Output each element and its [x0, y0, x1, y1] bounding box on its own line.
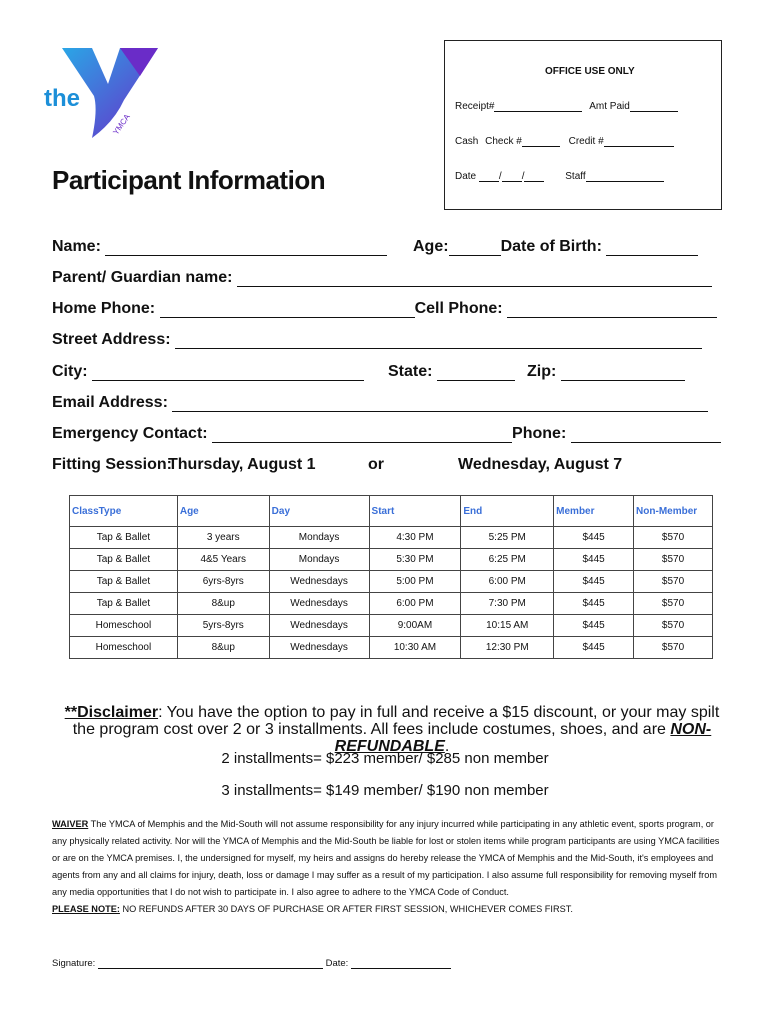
cell: $570 — [634, 549, 713, 571]
office-date-label: Date — [455, 171, 477, 182]
city-row — [52, 363, 364, 381]
emergency-row — [52, 425, 721, 443]
dob-label: Date of Birth: — [500, 238, 602, 255]
cell: Tap & Ballet — [70, 549, 178, 571]
cell: Wednesdays — [269, 571, 369, 593]
cell: $570 — [634, 571, 713, 593]
please-note-label: PLEASE NOTE: — [52, 904, 120, 914]
header-age: Age — [177, 496, 269, 527]
cell: 3 years — [177, 527, 269, 549]
cell: $445 — [554, 615, 634, 637]
office-use-box — [444, 40, 722, 210]
table-row — [70, 527, 713, 549]
cell: $445 — [554, 571, 634, 593]
zip-row — [527, 363, 685, 381]
disclaimer-end: . — [444, 738, 450, 755]
cell: $445 — [554, 593, 634, 615]
fitting-option-2: Wednesday, August 7 — [458, 456, 623, 473]
cell: 10:30 AM — [369, 637, 461, 659]
signature-date-label: Date: — [325, 958, 349, 969]
cell: Mondays — [269, 527, 369, 549]
cell: 10:15 AM — [461, 615, 554, 637]
cell: $445 — [554, 549, 634, 571]
cell: $570 — [634, 593, 713, 615]
cell: 6yrs-8yrs — [177, 571, 269, 593]
header-end: End — [461, 496, 554, 527]
header-day: Day — [269, 496, 369, 527]
cell: $445 — [554, 527, 634, 549]
cell: Tap & Ballet — [70, 571, 178, 593]
street-row — [52, 331, 702, 349]
fitting-option-1: Thursday, August 1 — [168, 456, 316, 473]
header-classtype: ClassType — [70, 496, 178, 527]
receipt-label: Receipt# — [455, 101, 495, 112]
email-label: Email Address: — [52, 394, 168, 411]
cell: 6:00 PM — [369, 593, 461, 615]
cell-phone-label: Cell Phone: — [414, 300, 503, 317]
cell: 5:25 PM — [461, 527, 554, 549]
cell: 8&up — [177, 593, 269, 615]
dob-field[interactable] — [606, 241, 698, 256]
cell: Homeschool — [70, 637, 178, 659]
cell: 9:00AM — [369, 615, 461, 637]
city-field[interactable] — [92, 366, 364, 381]
email-row — [52, 394, 708, 412]
header-non-member: Non-Member — [634, 496, 713, 527]
signature-row — [52, 958, 451, 969]
fitting-label: Fitting Session: — [52, 456, 172, 473]
home-phone-field[interactable] — [160, 303, 415, 318]
check-label: Check # — [485, 136, 522, 147]
state-field[interactable] — [437, 366, 515, 381]
cell: Wednesdays — [269, 593, 369, 615]
cell-phone-field[interactable] — [507, 303, 717, 318]
amt-paid-label: Amt Paid — [589, 101, 630, 112]
page-title: Participant Information — [52, 165, 326, 195]
cell: Mondays — [269, 549, 369, 571]
street-field[interactable] — [175, 334, 702, 349]
disclaimer-text: : You have the option to pay in full and receive a $15 discount, or your may spilt the program cost over 2 or 3 installments. All fees include costumes, shoes, and are — [72, 704, 720, 738]
cell: 5yrs-8yrs — [177, 615, 269, 637]
table-row — [70, 571, 713, 593]
logo-ymca-text: YMCA — [111, 112, 132, 137]
parent-field[interactable] — [237, 272, 712, 287]
emergency-label: Emergency Contact: — [52, 425, 208, 442]
payment-row — [455, 136, 674, 147]
emergency-field[interactable] — [212, 428, 512, 443]
date-staff-row: Date / / Staff — [455, 171, 664, 182]
signature-date-field[interactable] — [351, 960, 451, 969]
cash-label: Cash — [455, 136, 479, 147]
non-refundable-text: NON-REFUNDABLE — [334, 721, 712, 755]
cell: 8&up — [177, 637, 269, 659]
phone-row — [52, 300, 717, 318]
cell: 5:00 PM — [369, 571, 461, 593]
three-installments: 3 installments= $149 member/ $190 non member — [221, 782, 549, 799]
cell: 4&5 Years — [177, 549, 269, 571]
home-phone-label: Home Phone: — [52, 300, 156, 317]
cell: 6:00 PM — [461, 571, 554, 593]
table-row — [70, 615, 713, 637]
age-field[interactable] — [449, 241, 501, 256]
zip-field[interactable] — [561, 366, 685, 381]
header-start: Start — [369, 496, 461, 527]
cell: Wednesdays — [269, 637, 369, 659]
table-row — [70, 593, 713, 615]
cell: Wednesdays — [269, 615, 369, 637]
credit-label: Credit # — [568, 136, 604, 147]
cell: $570 — [634, 527, 713, 549]
two-installments: 2 installments= $223 member/ $285 non member — [221, 750, 549, 767]
cell: 6:25 PM — [461, 549, 554, 571]
table-row — [70, 637, 713, 659]
logo-the-text: the — [44, 85, 80, 112]
cell: 5:30 PM — [369, 549, 461, 571]
cell: 7:30 PM — [461, 593, 554, 615]
name-label: Name: — [52, 238, 101, 255]
cell: Tap & Ballet — [70, 527, 178, 549]
age-label: Age: — [413, 238, 449, 255]
parent-label: Parent/ Guardian name: — [52, 269, 233, 286]
signature-label: Signature: — [52, 958, 96, 969]
age-dob-row — [413, 238, 698, 256]
parent-row — [52, 269, 712, 287]
waiver-body: The YMCA of Memphis and the Mid-South will not assume responsibility for any injury incurred while participating in any athletic event, sports program, or any physically related activity. Nor will the YMCA of Memphis and the Mid-South be liable for lost or stolen items while program participants are using YMCA facilities or are on the YMCA premises. I, the undersigned for myself, my heirs and assigns do hereby release the YMCA of Memphis and the Mid-South, it's employees and agents from any and all claims for injury, death, loss or damage I may suffer as a result of my participation. I also assume full responsibility for removing myself from any media opportunities that I do not wish to participate in. I also agree to adhere to the YMCA Code of Conduct. — [52, 819, 720, 897]
office-heading: OFFICE USE ONLY — [545, 66, 635, 77]
cell: $570 — [634, 637, 713, 659]
emergency-phone-field[interactable] — [571, 428, 721, 443]
city-label: City: — [52, 363, 88, 380]
receipt-row — [455, 101, 678, 112]
disclaimer-label: **Disclaimer — [64, 704, 159, 721]
ymca-logo — [40, 40, 170, 140]
cell: Homeschool — [70, 615, 178, 637]
table-header-row — [70, 496, 713, 527]
cell: $570 — [634, 615, 713, 637]
name-field[interactable] — [105, 241, 387, 256]
table-row — [70, 549, 713, 571]
waiver-text — [52, 816, 722, 918]
cell: $445 — [554, 637, 634, 659]
email-field[interactable] — [172, 397, 708, 412]
state-label: State: — [388, 363, 433, 380]
waiver-label: WAIVER — [52, 819, 89, 829]
staff-label: Staff — [565, 171, 586, 182]
please-note-text: NO REFUNDS AFTER 30 DAYS OF PURCHASE OR AFTER FIRST SESSION, WHICHEVER COMES FIRST. — [119, 904, 573, 914]
disclaimer — [52, 704, 732, 755]
zip-label: Zip: — [527, 363, 557, 380]
state-row — [388, 363, 515, 381]
name-row — [52, 238, 387, 256]
fitting-or: or — [368, 456, 384, 473]
schedule-table — [69, 495, 713, 659]
signature-field[interactable] — [98, 960, 323, 969]
cell: Tap & Ballet — [70, 593, 178, 615]
street-label: Street Address: — [52, 331, 171, 348]
header-member: Member — [554, 496, 634, 527]
cell: 12:30 PM — [461, 637, 554, 659]
cell: 4:30 PM — [369, 527, 461, 549]
phone-label: Phone: — [512, 425, 567, 442]
